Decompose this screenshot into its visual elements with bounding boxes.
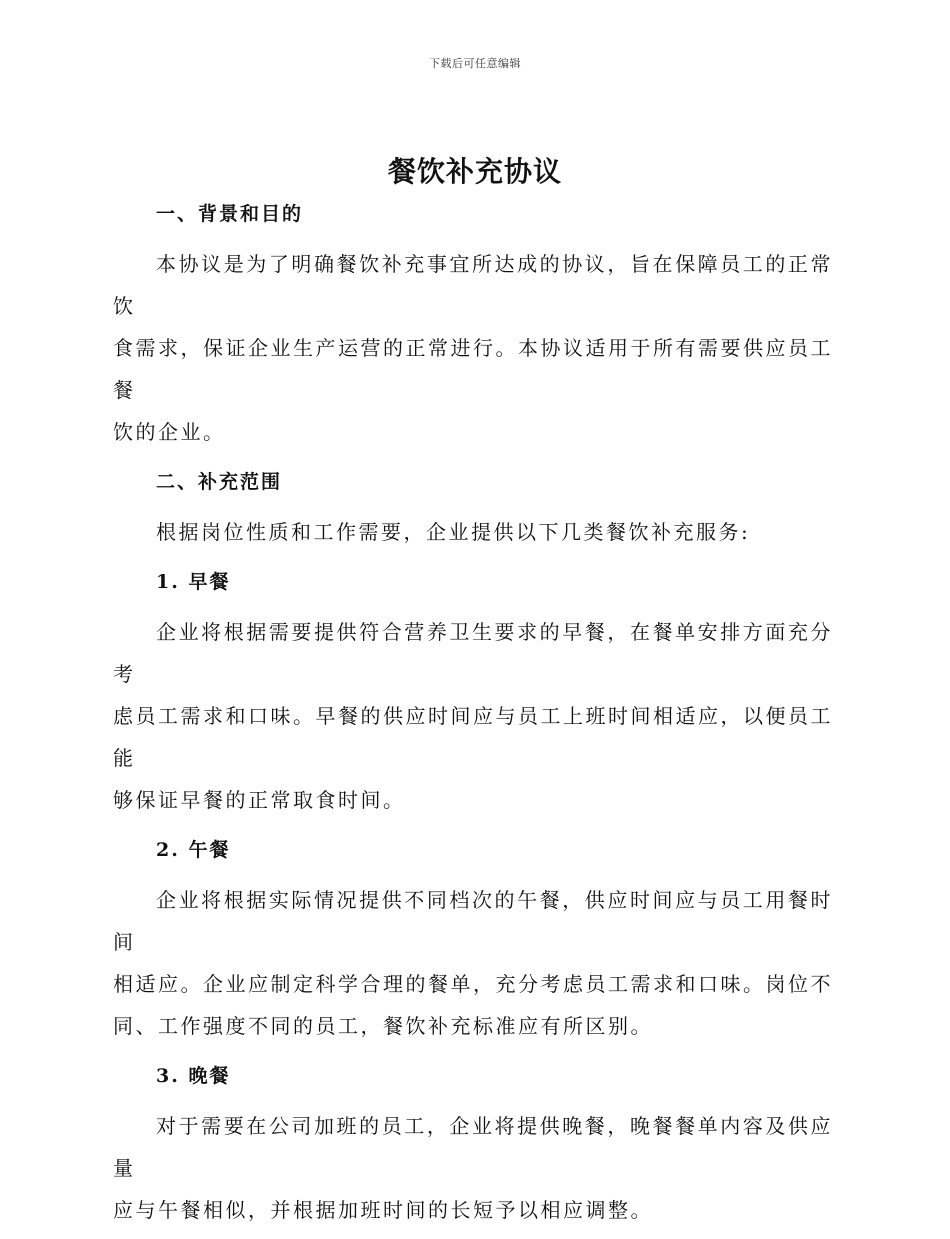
section-heading-scope: 二、补充范围 bbox=[156, 471, 283, 493]
paragraph-breakfast bbox=[113, 611, 833, 821]
document-body bbox=[113, 193, 833, 1239]
document-title: 餐饮补充协议 bbox=[387, 155, 562, 188]
paragraph-line: 根据岗位性质和工作需要，企业提供以下几类餐饮补充服务: bbox=[156, 520, 751, 544]
paragraph-background bbox=[113, 243, 833, 453]
paragraph-line: 相适应。企业应制定科学合理的餐单，充分考虑员工需求和口味。岗位不 bbox=[113, 972, 833, 996]
paragraph-line: 对于需要在公司加班的员工，企业将提供晚餐，晚餐餐单内容及供应量 bbox=[113, 1114, 833, 1180]
paragraph-line: 同、工作强度不同的员工，餐饮补充标准应有所区别。 bbox=[113, 1014, 653, 1038]
paragraph-line: 饮的企业。 bbox=[113, 420, 226, 444]
paragraph-line: 本协议是为了明确餐饮补充事宜所达成的协议，旨在保障员工的正常饮 bbox=[113, 252, 833, 318]
paragraph-line: 够保证早餐的正常取食时间。 bbox=[113, 788, 406, 812]
paragraph-lunch bbox=[113, 879, 833, 1047]
paragraph-line: 应与午餐相似，并根据加班时间的长短予以相应调整。 bbox=[113, 1198, 653, 1222]
subheading-dinner: 3. 晚餐 bbox=[156, 1065, 231, 1087]
subheading-breakfast: 1. 早餐 bbox=[156, 571, 231, 593]
paragraph-line: 企业将根据需要提供符合营养卫生要求的早餐，在餐单安排方面充分考 bbox=[113, 620, 833, 686]
page-header-note: 下载后可任意编辑 bbox=[429, 57, 521, 70]
paragraph-scope-intro bbox=[113, 511, 833, 553]
paragraph-dinner bbox=[113, 1105, 833, 1231]
paragraph-line: 虑员工需求和口味。早餐的供应时间应与员工上班时间相适应，以便员工能 bbox=[113, 704, 833, 770]
paragraph-line: 食需求，保证企业生产运营的正常进行。本协议适用于所有需要供应员工餐 bbox=[113, 336, 833, 402]
paragraph-line: 企业将根据实际情况提供不同档次的午餐，供应时间应与员工用餐时间 bbox=[113, 888, 833, 954]
section-heading-background: 一、背景和目的 bbox=[156, 203, 304, 225]
subheading-lunch: 2. 午餐 bbox=[156, 839, 231, 861]
